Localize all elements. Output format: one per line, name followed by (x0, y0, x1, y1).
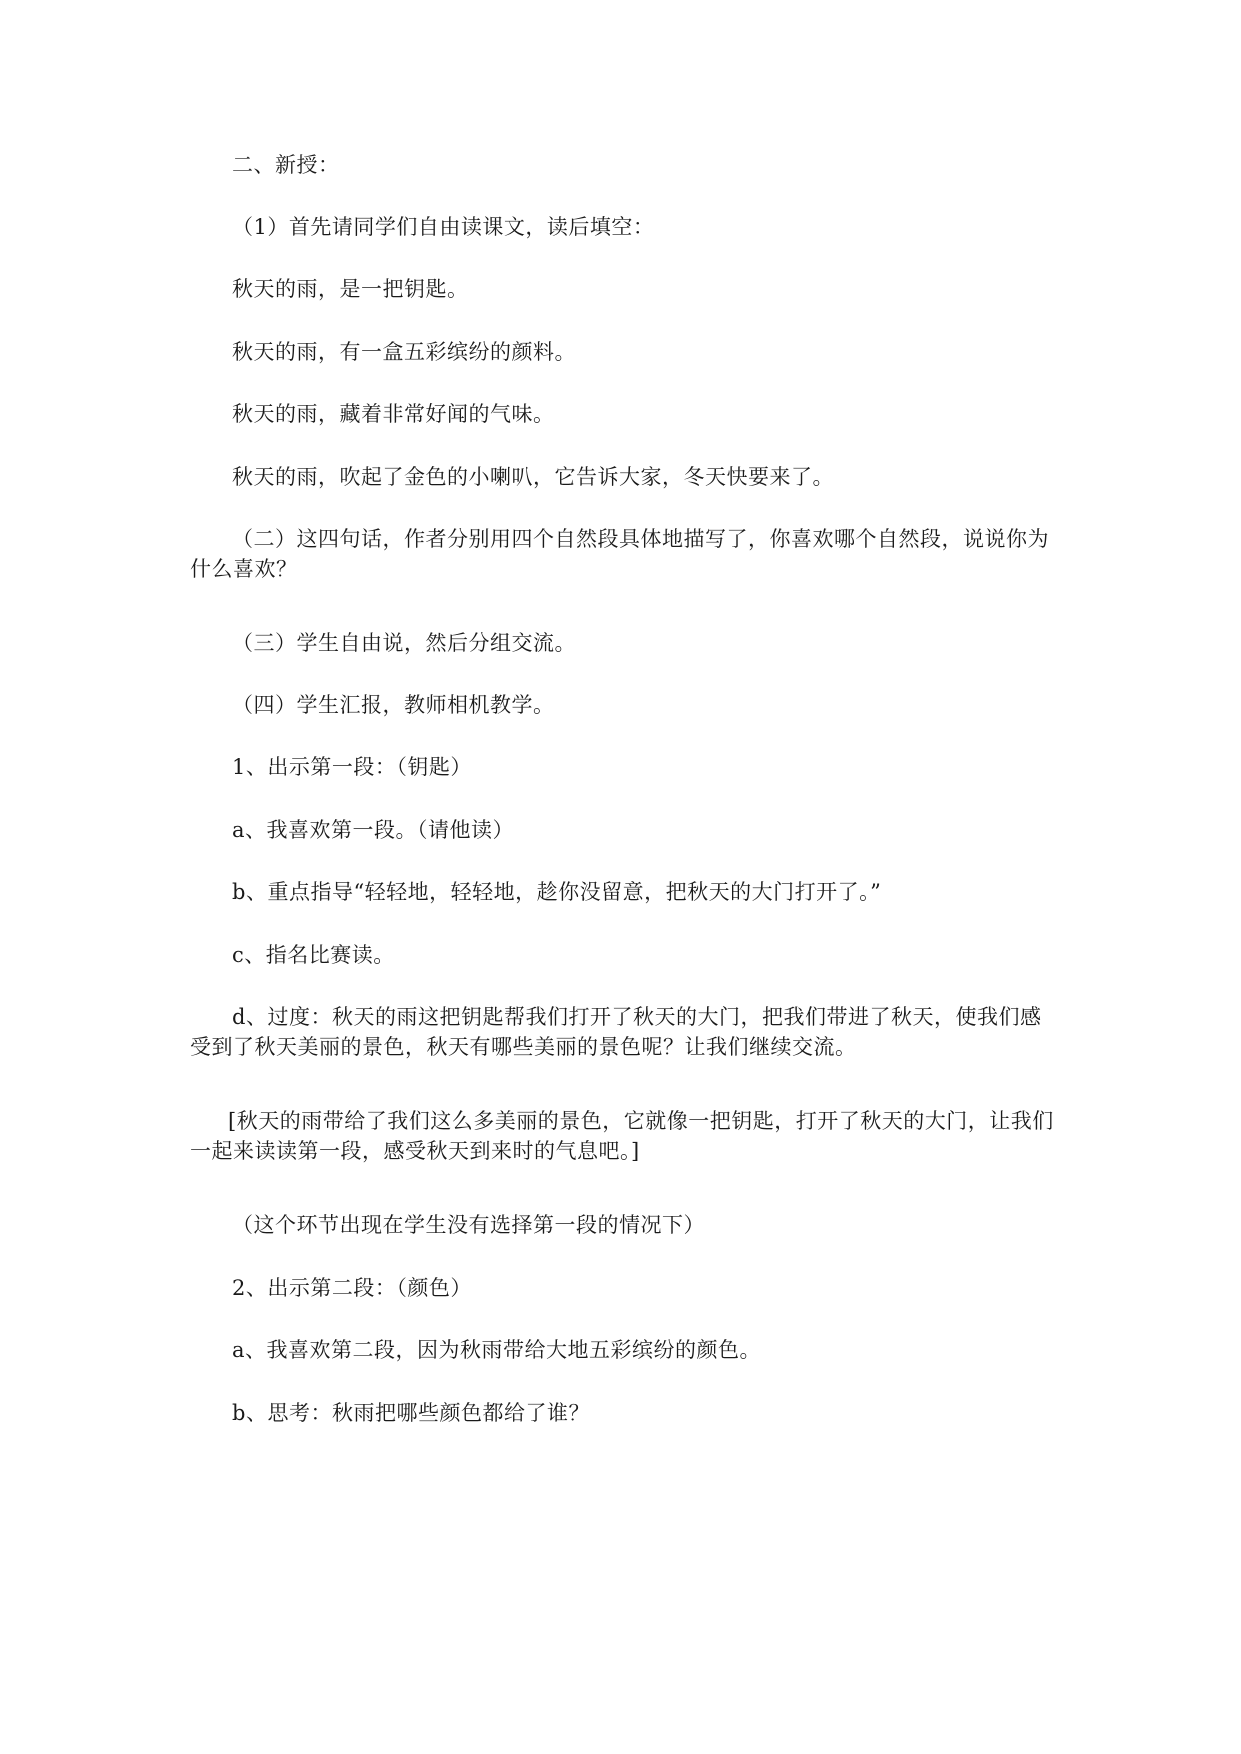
paragraph: b、重点指导“轻轻地，轻轻地，趁你没留意，把秋天的大门打开了。” (232, 880, 882, 904)
paragraph: a、我喜欢第一段。（请他读） (232, 818, 515, 842)
paragraph: a、我喜欢第二段，因为秋雨带给大地五彩缤纷的颜色。 (232, 1338, 762, 1362)
paragraph: （四）学生汇报，教师相机教学。 (232, 693, 555, 717)
paragraph: （三）学生自由说，然后分组交流。 (232, 631, 576, 655)
paragraph: [秋天的雨带给了我们这么多美丽的景色，它就像一把钥匙，打开了秋天的大门，让我们一起来读读第一段，感受秋天到来时的气息吧。] (190, 1109, 1054, 1163)
paragraph: c、指名比赛读。 (232, 943, 395, 967)
paragraph: 秋天的雨，是一把钥匙。 (232, 277, 469, 301)
paragraph: （这个环节出现在学生没有选择第一段的情况下） (232, 1213, 705, 1237)
paragraph: （二）这四句话，作者分别用四个自然段具体地描写了，你喜欢哪个自然段，说说你为什么喜欢？ (190, 527, 1049, 581)
paragraph: d、过度：秋天的雨这把钥匙帮我们打开了秋天的大门，把我们带进了秋天，使我们感受到了秋天美丽的景色，秋天有哪些美丽的景色呢？让我们继续交流。 (190, 1005, 1042, 1059)
paragraph: 秋天的雨，有一盒五彩缤纷的颜料。 (232, 340, 576, 364)
paragraph: b、思考：秋雨把哪些颜色都给了谁？ (232, 1401, 590, 1425)
paragraph: 秋天的雨，吹起了金色的小喇叭，它告诉大家，冬天快要来了。 (232, 465, 834, 489)
section-heading: 二、新授： (232, 153, 340, 177)
paragraph: （1）首先请同学们自由读课文，读后填空： (232, 215, 655, 239)
paragraph: 秋天的雨，藏着非常好闻的气味。 (232, 402, 555, 426)
paragraph: 2、出示第二段：（颜色） (232, 1276, 472, 1300)
paragraph: 1、出示第一段：（钥匙） (232, 755, 472, 779)
